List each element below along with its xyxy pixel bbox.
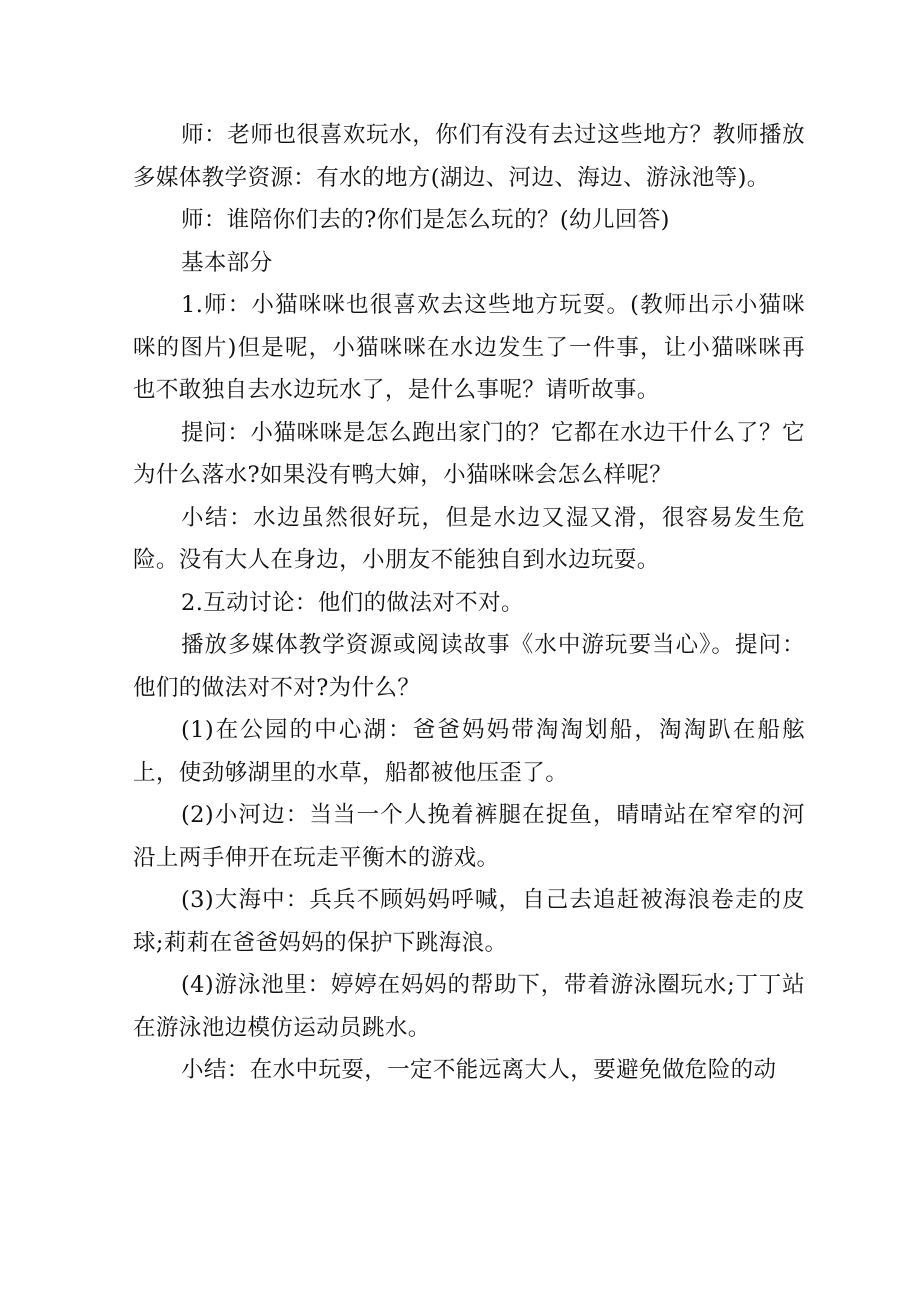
paragraph: 播放多媒体教学资源或阅读故事《水中游玩要当心》。提问：他们的做法对不对?为什么？ — [133, 632, 805, 701]
paragraph: 提问：小猫咪咪是怎么跑出家门的？它都在水边干什么了？它为什么落水?如果没有鸭大婶，小猫咪咪会怎么样呢？ — [133, 419, 805, 488]
list-item: (3)大海中：兵兵不顾妈妈呼喊，自己去追赶被海浪卷走的皮球;莉莉在爸爸妈妈的保护下跳海浪。 — [133, 887, 805, 956]
paragraph: 1.师：小猫咪咪也很喜欢去这些地方玩耍。(教师出示小猫咪咪的图片)但是呢，小猫咪咪在水边发生了一件事，让小猫咪咪再也不敢独自去水边玩水了，是什么事呢？请听故事。 — [133, 292, 805, 403]
list-item: (2)小河边：当当一个人挽着裤腿在捉鱼，晴晴站在窄窄的河沿上两手伸开在玩走平衡木的游戏。 — [133, 802, 805, 871]
paragraph: 小结：在水中玩耍，一定不能远离大人，要避免做危险的动 — [181, 1057, 777, 1083]
paragraph: 2.互动讨论：他们的做法对不对。 — [181, 589, 524, 616]
paragraph: 小结：水边虽然很好玩，但是水边又湿又滑，很容易发生危险。没有大人在身边，小朋友不能独自到水边玩耍。 — [133, 504, 805, 573]
document-body — [133, 114, 805, 1092]
section-heading: 基本部分 — [181, 249, 273, 276]
paragraph: 师：谁陪你们去的?你们是怎么玩的？(幼儿回答) — [181, 207, 670, 233]
paragraph: 师：老师也很喜欢玩水，你们有没有去过这些地方？教师播放多媒体教学资源：有水的地方(湖边、河边、海边、游泳池等)。 — [133, 122, 805, 191]
list-item: (4)游泳池里：婷婷在妈妈的帮助下，带着游泳圈玩水;丁丁站在游泳池边模仿运动员跳水。 — [133, 972, 805, 1041]
list-item: (1)在公园的中心湖：爸爸妈妈带淘淘划船，淘淘趴在船舷上，使劲够湖里的水草，船都被他压歪了。 — [133, 717, 805, 786]
